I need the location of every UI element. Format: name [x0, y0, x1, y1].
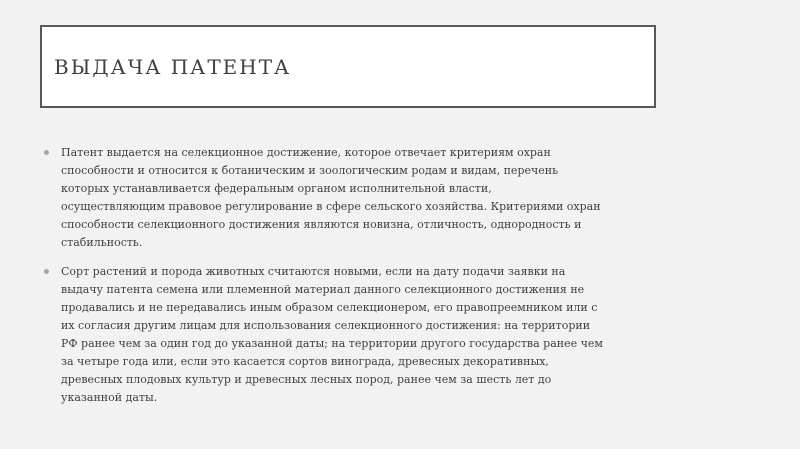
bullet-text-line: стабильность.	[61, 236, 143, 249]
bullet-text-line: их согласия другим лицам для использования селекционного достижения: на территории	[61, 319, 591, 332]
slide-content	[44, 144, 634, 418]
bullet-text-line: Патент выдается на селекционное достижение, которое отвечает критериям охран	[61, 146, 551, 159]
slide-title: ВЫДАЧА ПАТЕНТА	[54, 55, 292, 79]
bullet-text-line: которых устанавливается федеральным органом исполнительной власти,	[61, 182, 492, 195]
bullet-text-line: выдачу патента семена или племенной материал данного селекционного достижения не	[61, 283, 585, 296]
bullet-text-line: РФ ранее чем за один год до указанной даты; на территории другого государства ранее чем	[61, 337, 603, 350]
bullet-text-line: указанной даты.	[61, 391, 158, 404]
bullet-item	[44, 144, 634, 252]
bullet-text-line: продавались и не передавались иным образом селекционером, его правопреемником или с	[61, 301, 598, 314]
bullet-item	[44, 263, 634, 407]
bullet-text-line: Сорт растений и порода животных считаются новыми, если на дату подачи заявки на	[61, 265, 566, 278]
bullet-dot-icon	[44, 269, 49, 274]
bullet-text-line: древесных плодовых культур и древесных лесных пород, ранее чем за шесть лет до	[61, 373, 552, 386]
bullet-text-line: за четыре года или, если это касается сортов винограда, древесных декоративных,	[61, 355, 549, 368]
bullet-dot-icon	[44, 150, 49, 155]
bullet-text-line: осуществляющим правовое регулирование в сфере сельского хозяйства. Критериями охран	[61, 200, 601, 213]
title-box	[40, 25, 656, 108]
bullet-text-line: способности селекционного достижения являются новизна, отличность, однородность и	[61, 218, 582, 231]
bullet-text-line: способности и относится к ботаническим и зоологическим родам и видам, перечень	[61, 164, 559, 177]
